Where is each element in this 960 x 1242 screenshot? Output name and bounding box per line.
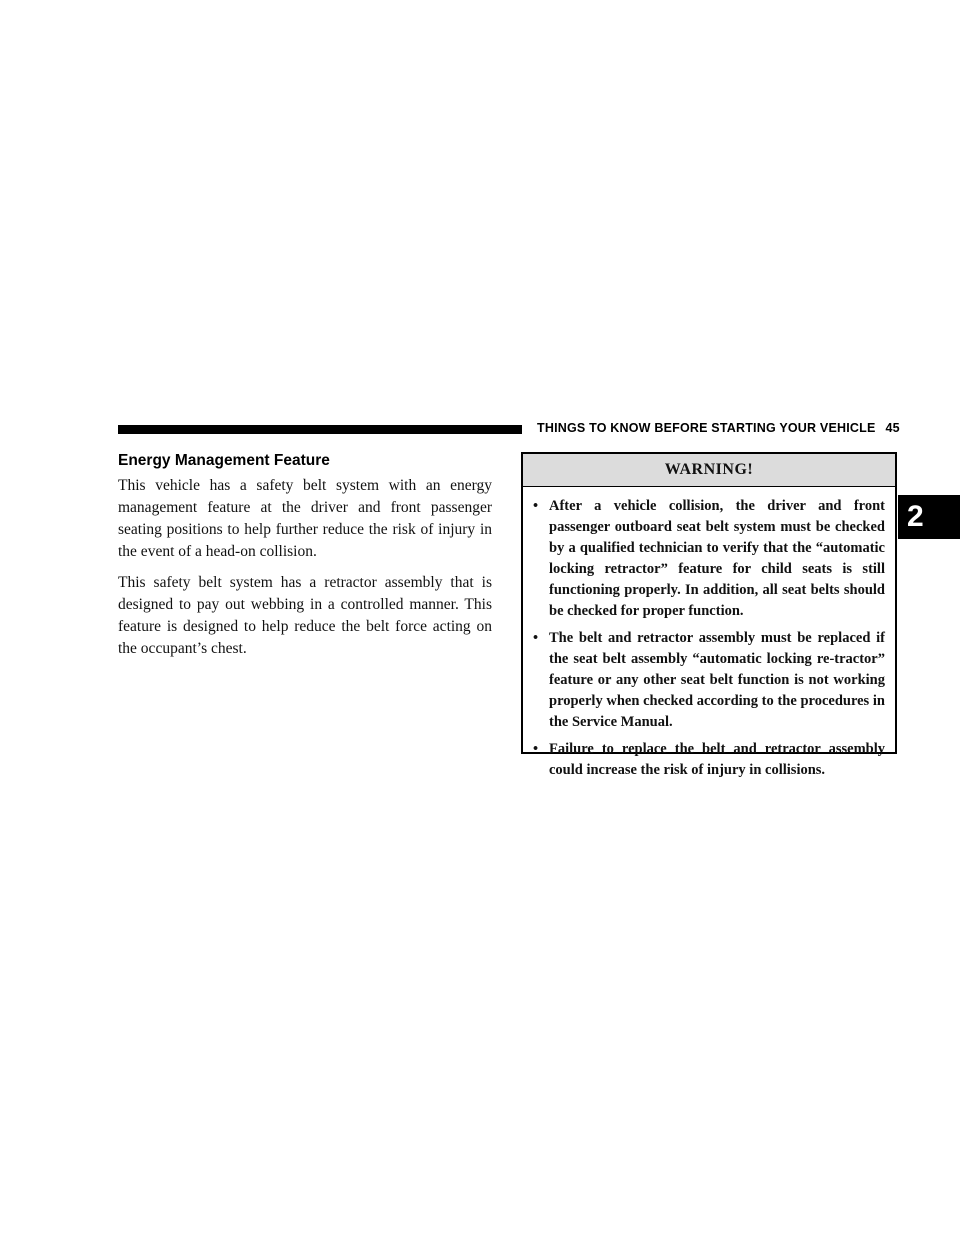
warning-title: WARNING! xyxy=(523,454,895,487)
warning-item-text: Failure to replace the belt and retractor assembly could increase the risk of injury in collisions. xyxy=(549,741,885,778)
bullet-icon: • xyxy=(533,498,539,514)
bullet-icon: • xyxy=(533,741,539,757)
running-header xyxy=(537,421,900,435)
page-number: 45 xyxy=(885,421,900,435)
warning-item-text: After a vehicle collision, the driver and front passenger outboard seat belt system must be checked by a qualified technician to verify that the “automatic locking retractor” feature for child seats is still functioning properly. In addition, all seat belts should be checked for proper function. xyxy=(549,498,885,619)
warning-box xyxy=(521,452,897,778)
chapter-tab: 2 xyxy=(898,495,960,539)
bullet-icon: • xyxy=(533,630,539,646)
warning-item-text: The belt and retractor assembly must be replaced if the seat belt assembly “automatic locking re-tractor” feature or any other seat belt function is not working properly when checked according to the procedures in the Service Manual. xyxy=(549,630,885,730)
warning-item xyxy=(531,496,885,622)
body-paragraph: This vehicle has a safety belt system with an energy management feature at the driver and front passenger seating positions to help further reduce the risk of injury in the event of a head-on collision. xyxy=(118,477,492,560)
chapter-title: THINGS TO KNOW BEFORE STARTING YOUR VEHICLE xyxy=(537,421,876,435)
warning-list xyxy=(523,487,895,781)
warning-item xyxy=(531,628,885,733)
header-rule-bar xyxy=(118,425,522,434)
section-heading: Energy Management Feature xyxy=(118,452,330,469)
body-paragraph: This safety belt system has a retractor assembly that is designed to pay out webbing in a controlled manner. This feature is designed to help reduce the belt force acting on the occupant’s chest. xyxy=(118,574,492,657)
left-column xyxy=(118,452,492,669)
warning-item xyxy=(531,739,885,781)
